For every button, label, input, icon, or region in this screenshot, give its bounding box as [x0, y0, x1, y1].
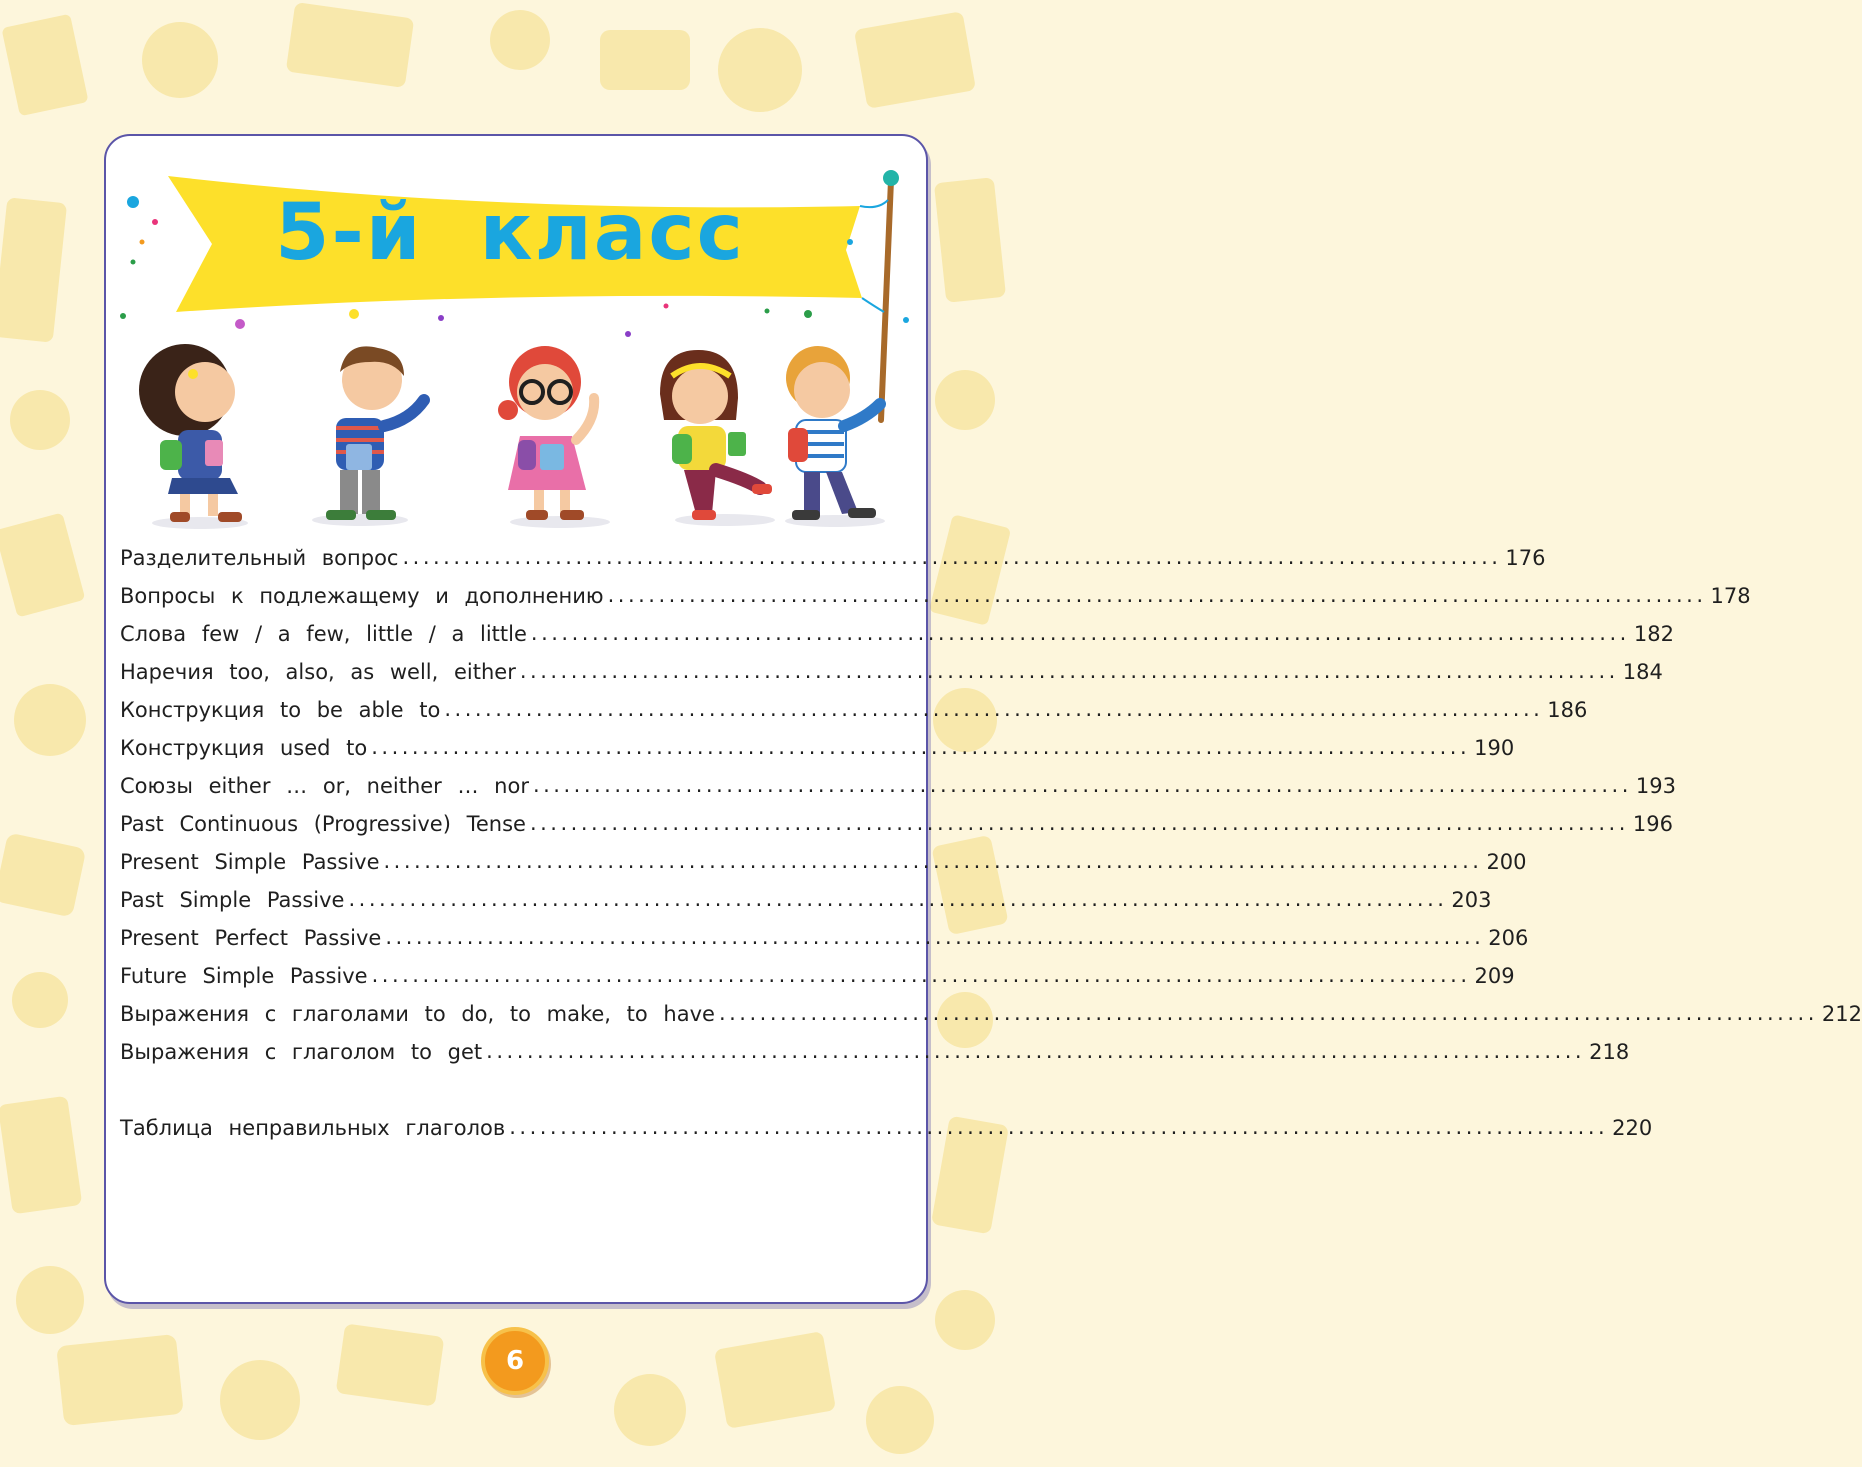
- toc-row[interactable]: [120, 919, 1529, 957]
- table-of-contents: [120, 539, 1862, 1147]
- toc-row[interactable]: [120, 729, 1515, 767]
- kids-shadow: [152, 514, 885, 529]
- toc-title: Конструкция used to: [120, 736, 368, 760]
- toc-title: Союзы either … or, neither … nor: [120, 774, 529, 798]
- toc-page-number: 212: [1821, 1002, 1862, 1026]
- toc-title: Таблица неправильных глаголов: [120, 1116, 506, 1140]
- toc-leader-dots: ............................................................................................................: [385, 925, 1485, 949]
- toc-leader-dots: ............................................................................................................: [509, 1115, 1609, 1139]
- toc-page-number: 178: [1710, 584, 1751, 608]
- banner-title: 5-й класс: [275, 188, 745, 278]
- toc-row[interactable]: [120, 995, 1862, 1033]
- toc-page-number: 176: [1505, 546, 1546, 570]
- toc-title: Present Simple Passive: [120, 850, 380, 874]
- toc-page-number: 218: [1589, 1040, 1630, 1064]
- kid-boy-waving: [326, 346, 424, 520]
- toc-page-number: 190: [1474, 736, 1515, 760]
- toc-title: Вопросы к подлежащему и дополнению: [120, 584, 604, 608]
- toc-row[interactable]: [120, 957, 1515, 995]
- toc-page-number: 196: [1632, 812, 1673, 836]
- toc-leader-dots: ............................................................................................................: [371, 963, 1471, 987]
- toc-leader-dots: ............................................................................................................: [383, 849, 1483, 873]
- toc-page-number: 220: [1612, 1116, 1653, 1140]
- toc-row-appendix[interactable]: [120, 1109, 1653, 1147]
- toc-leader-dots: ............................................................................................................: [532, 773, 1632, 797]
- toc-page-number: 186: [1547, 698, 1588, 722]
- kid-boy-flag: [786, 346, 880, 520]
- toc-leader-dots: ............................................................................................................: [371, 735, 1471, 759]
- toc-title: Past Continuous (Progressive) Tense: [120, 812, 526, 836]
- toc-row[interactable]: [120, 653, 1663, 691]
- toc-row[interactable]: [120, 843, 1527, 881]
- toc-leader-dots: ............................................................................................................: [348, 887, 1448, 911]
- toc-title: Past Simple Passive: [120, 888, 345, 912]
- toc-title: Present Perfect Passive: [120, 926, 382, 950]
- toc-page-number: 203: [1451, 888, 1492, 912]
- toc-page-number: 206: [1488, 926, 1529, 950]
- toc-leader-dots: ............................................................................................................: [607, 583, 1707, 607]
- toc-row[interactable]: [120, 881, 1492, 919]
- toc-title: Разделительный вопрос: [120, 546, 399, 570]
- toc-title: Слова few / a few, little / a little: [120, 622, 527, 646]
- toc-leader-dots: ............................................................................................................: [530, 621, 1630, 645]
- toc-leader-dots: ............................................................................................................: [444, 697, 1544, 721]
- toc-row[interactable]: [120, 539, 1546, 577]
- toc-title: Выражения с глаголом to get: [120, 1040, 483, 1064]
- toc-row[interactable]: [120, 615, 1674, 653]
- toc-leader-dots: ............................................................................................................: [718, 1001, 1818, 1025]
- kid-girl-bob: [660, 350, 772, 520]
- toc-row[interactable]: [120, 767, 1676, 805]
- toc-leader-dots: ............................................................................................................: [402, 545, 1502, 569]
- toc-title: Выражения с глаголами to do, to make, to have: [120, 1002, 715, 1026]
- toc-leader-dots: ............................................................................................................: [519, 659, 1619, 683]
- toc-title: Конструкция to be able to: [120, 698, 441, 722]
- toc-page-number: 193: [1635, 774, 1676, 798]
- toc-title: Наречия too, also, as well, either: [120, 660, 516, 684]
- toc-row[interactable]: [120, 1033, 1630, 1071]
- page-number-badge: 6: [481, 1327, 549, 1395]
- toc-row[interactable]: [120, 691, 1588, 729]
- toc-row[interactable]: [120, 805, 1673, 843]
- toc-page-number: 182: [1633, 622, 1674, 646]
- kid-girl-glasses: [498, 346, 594, 520]
- toc-leader-dots: ............................................................................................................: [529, 811, 1629, 835]
- toc-page-number: 209: [1474, 964, 1515, 988]
- kid-girl-curly: [139, 344, 242, 522]
- toc-title: Future Simple Passive: [120, 964, 368, 988]
- toc-page-number: 200: [1486, 850, 1527, 874]
- toc-row[interactable]: [120, 577, 1751, 615]
- toc-leader-dots: ............................................................................................................: [486, 1039, 1586, 1063]
- toc-page-number: 184: [1622, 660, 1663, 684]
